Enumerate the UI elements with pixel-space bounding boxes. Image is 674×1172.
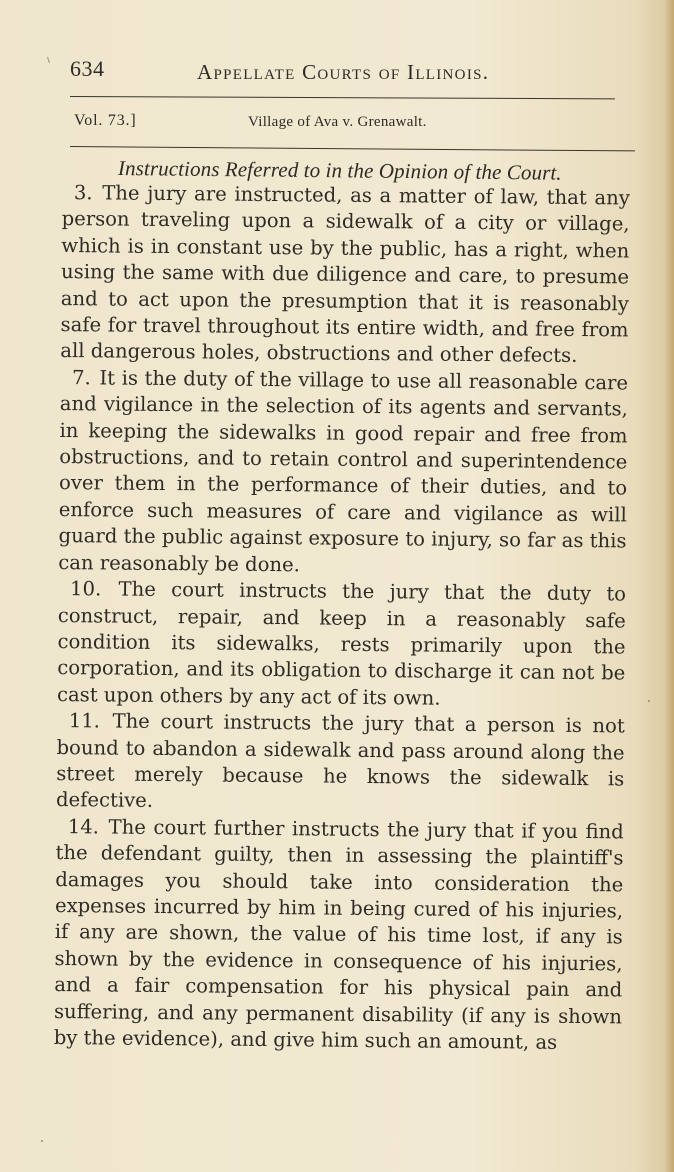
paper-speck	[41, 1140, 43, 1142]
instruction-paragraph	[57, 576, 626, 713]
case-name: Village of Ava v. Grenawalt.	[248, 114, 427, 130]
running-head	[70, 56, 630, 86]
instruction-text: The court instructs the jury that the duty to construct, repair, and keep in a reasonably safe condition its sidewalks, rests primarily upon the corporation, and its obligation to discharge it can not be cast upon others by any act of its own.	[56, 577, 627, 710]
instruction-text: The jury are instructed, as a matter of law, that any person traveling upon a sidewalk of a city or village, which is in constant use by the public, has a right, when using the same with due diligence and care, to presume and to act upon the presumption that it is reasonably safe for travel throughout its entire width, and free from all dangerous holes, obstructions and other defects.	[60, 181, 630, 368]
instruction-paragraph	[58, 365, 628, 582]
instruction-text: The court further instructs the jury that if you find the defendant guilty, then in assessing the plaintiff's damages you should take into consideration the expenses incurred by him in being cured of his injuries, if any are shown, the value of his time lost, if any is shown by the evidence in consequence of his injuries, and a fair compensation for his physical pain and suffering, and any permanent disability (if any is shown by the evidence), and give him such an amount, as	[53, 815, 624, 1054]
page-number: 634	[70, 56, 105, 81]
book-title: Appellate Courts of Illinois.	[197, 60, 490, 84]
instruction-number: 3.	[73, 181, 93, 205]
instruction-text: It is the duty of the village to use all reasonable care and vigilance in the selection of its agents and servants, in keeping the sidewalks in good repair and free from obstructions, and to retain control and superintendence over them in the performance of their duties, and to enforce such measures of care and vigilance as will guard the public against exposure to injury, so far as this can reasonably be done.	[58, 366, 629, 576]
paper-speck	[648, 700, 650, 702]
instruction-number: 7.	[71, 365, 91, 390]
page-edge-shadow	[664, 0, 674, 1172]
volume-label: Vol. 73.]	[74, 112, 137, 129]
instruction-number: 10.	[69, 577, 102, 601]
section-heading: Instructions Referred to in the Opinion of the Court.	[117, 156, 562, 185]
instruction-text: The court instructs the jury that a person is not bound to abandon a sidewalk and pass around along the street merely because he knows the sidewalk is defective.	[55, 709, 625, 813]
instruction-paragraph	[60, 180, 630, 370]
case-line	[74, 112, 634, 134]
instructions-body	[54, 180, 630, 1057]
instruction-paragraph	[54, 814, 624, 1057]
instruction-number: 11.	[68, 709, 101, 733]
instruction-paragraph	[56, 708, 625, 819]
instruction-number: 14.	[67, 814, 100, 839]
